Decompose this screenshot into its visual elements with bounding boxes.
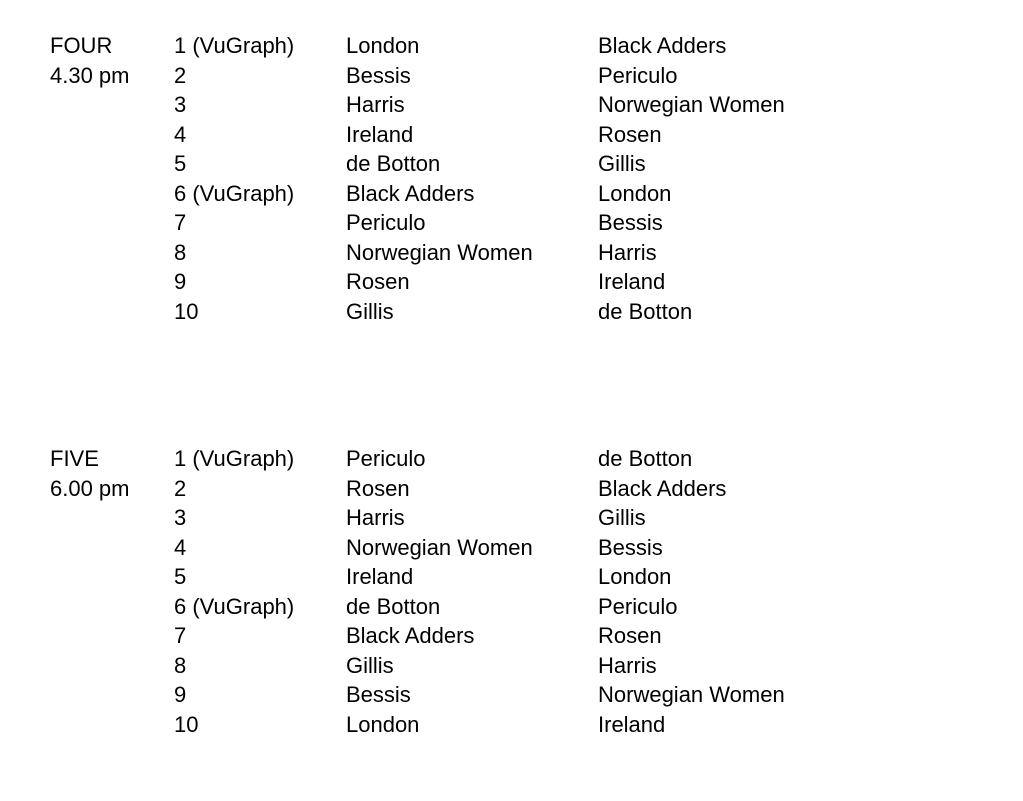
home-team: Black Adders [346, 623, 475, 648]
match-row [0, 651, 1023, 681]
match-row [0, 267, 1023, 297]
table-number: 2 [174, 475, 187, 501]
table-number: 10 [174, 711, 199, 737]
home-team: Norwegian Women [346, 534, 533, 560]
home-team: Periculo [346, 210, 426, 235]
table-number: 10 [174, 298, 199, 324]
away-team: Bessis [598, 210, 663, 235]
home-team: Bessis [346, 62, 411, 88]
home-team: Harris [346, 505, 405, 530]
table-number: 3 [174, 92, 187, 117]
match-row [0, 592, 1023, 622]
away-team: Harris [598, 652, 657, 678]
match-row [0, 474, 1023, 504]
home-team: London [346, 33, 420, 58]
match-row [0, 444, 1023, 474]
away-team: Rosen [598, 121, 662, 147]
away-team: de Botton [598, 298, 693, 324]
match-list [0, 444, 1023, 739]
table-number: 8 [174, 239, 187, 265]
match-row [0, 503, 1023, 533]
match-row [0, 120, 1023, 150]
match-row [0, 533, 1023, 563]
table-number: 7 [174, 623, 187, 648]
table-number: 5 [174, 564, 187, 589]
home-team: Black Adders [346, 180, 475, 206]
home-team: Ireland [346, 564, 414, 589]
away-team: de Botton [598, 446, 693, 471]
match-row [0, 562, 1023, 592]
away-team: Ireland [598, 269, 666, 294]
away-team: Black Adders [598, 475, 727, 501]
home-team: Norwegian Women [346, 239, 533, 265]
home-team: Ireland [346, 121, 414, 147]
table-number: 4 [174, 534, 187, 560]
home-team: Rosen [346, 269, 410, 294]
match-row [0, 710, 1023, 740]
away-team: Gillis [598, 151, 646, 176]
home-team: Bessis [346, 682, 411, 707]
home-team: Harris [346, 92, 405, 117]
away-team: Black Adders [598, 33, 727, 58]
table-number: 5 [174, 151, 187, 176]
table-number: 6 (VuGraph) [174, 180, 295, 206]
away-team: Harris [598, 239, 657, 265]
round-time: 4.30 pm [50, 62, 130, 88]
match-row [0, 208, 1023, 238]
away-team: Periculo [598, 62, 678, 88]
table-number: 4 [174, 121, 187, 147]
away-team: London [598, 180, 672, 206]
table-number: 7 [174, 210, 187, 235]
table-number: 1 (VuGraph) [174, 446, 295, 471]
match-row [0, 61, 1023, 91]
table-number: 1 (VuGraph) [174, 33, 295, 58]
match-row [0, 621, 1023, 651]
home-team: Rosen [346, 475, 410, 501]
match-row [0, 297, 1023, 327]
round-name: FIVE [50, 446, 99, 471]
away-team: London [598, 564, 672, 589]
away-team: Norwegian Women [598, 92, 785, 117]
table-number: 3 [174, 505, 187, 530]
table-number: 9 [174, 269, 187, 294]
table-number: 2 [174, 62, 187, 88]
home-team: Gillis [346, 298, 394, 324]
home-team: de Botton [346, 593, 441, 619]
match-row [0, 31, 1023, 61]
table-number: 6 (VuGraph) [174, 593, 295, 619]
match-row [0, 90, 1023, 120]
table-number: 9 [174, 682, 187, 707]
home-team: Gillis [346, 652, 394, 678]
away-team: Bessis [598, 534, 663, 560]
away-team: Norwegian Women [598, 682, 785, 707]
match-row [0, 680, 1023, 710]
away-team: Periculo [598, 593, 678, 619]
table-number: 8 [174, 652, 187, 678]
away-team: Ireland [598, 711, 666, 737]
away-team: Gillis [598, 505, 646, 530]
round-time: 6.00 pm [50, 475, 130, 501]
home-team: London [346, 711, 420, 737]
home-team: de Botton [346, 151, 441, 176]
away-team: Rosen [598, 623, 662, 648]
home-team: Periculo [346, 446, 426, 471]
match-row [0, 149, 1023, 179]
round-name: FOUR [50, 33, 113, 58]
match-list [0, 31, 1023, 326]
match-row [0, 179, 1023, 209]
match-row [0, 238, 1023, 268]
